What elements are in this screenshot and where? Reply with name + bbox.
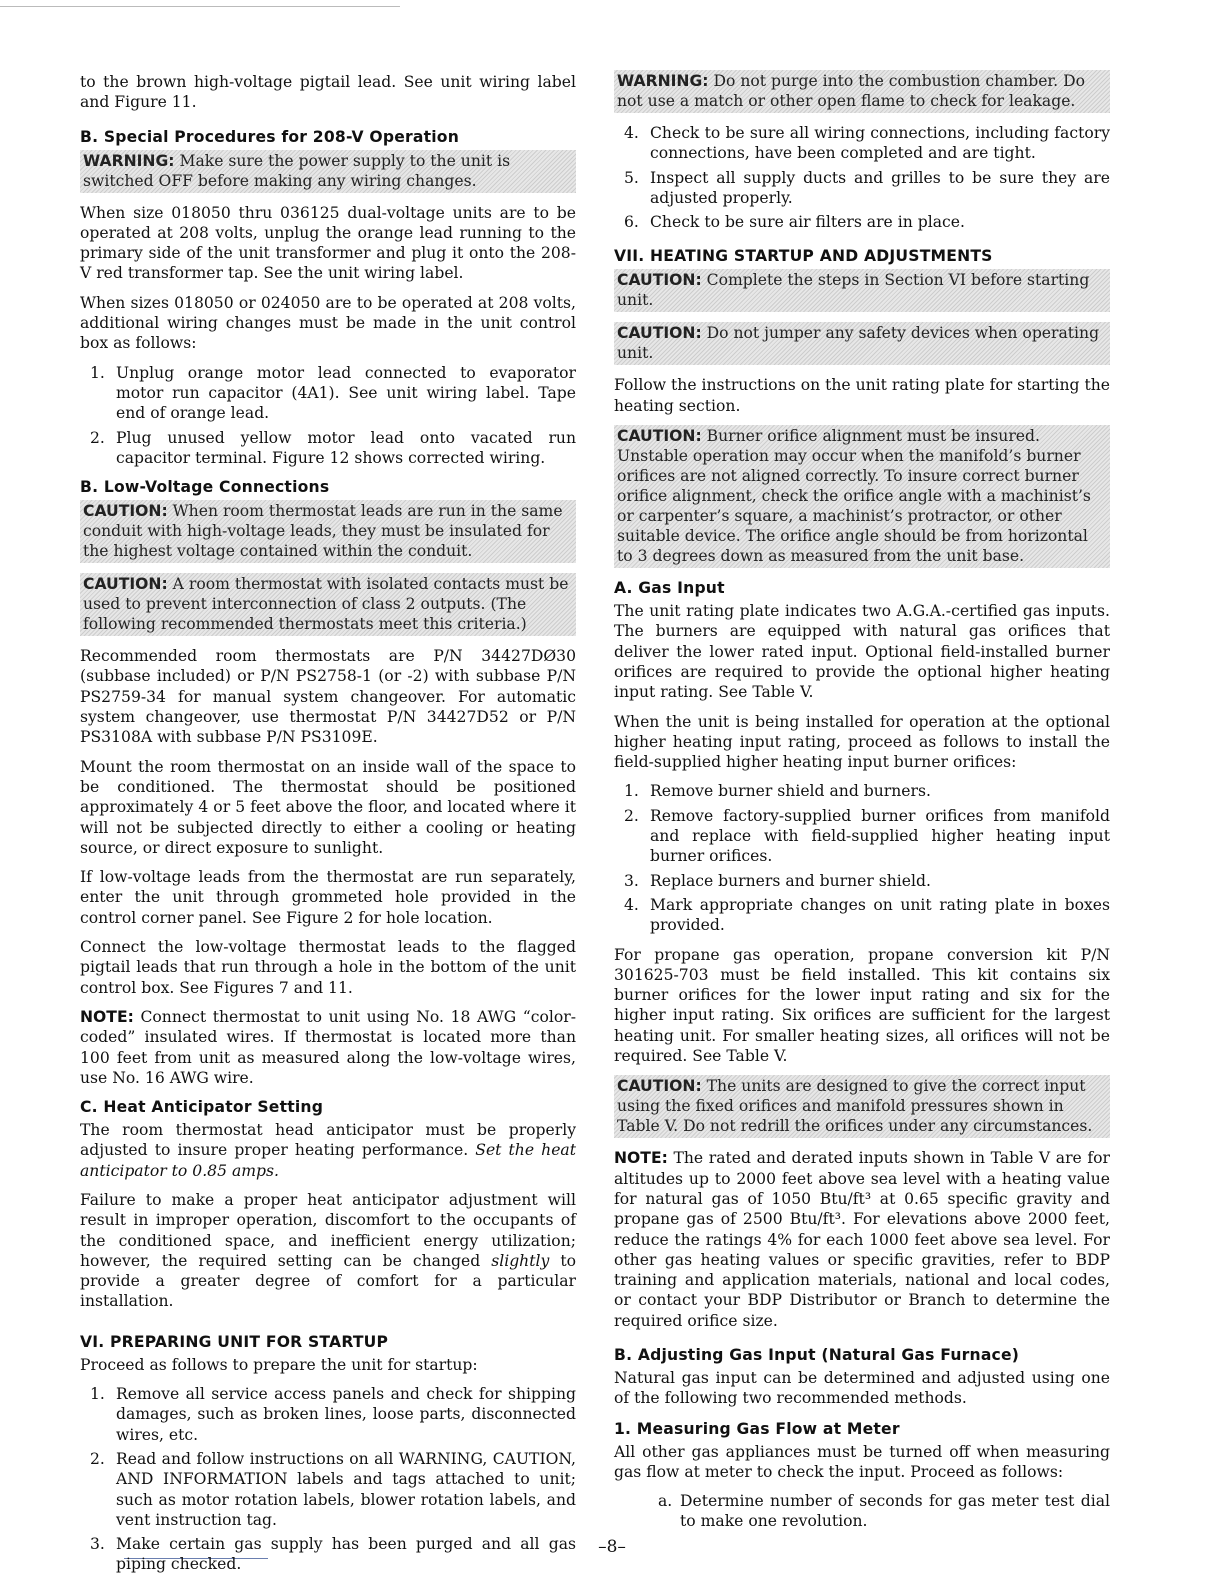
left-column [80, 72, 576, 1584]
paragraph-208v-2: When sizes 018050 or 024050 are to be operated at 208 volts, additional wiring changes must be made in the unit control box as follows: [80, 293, 576, 353]
caution-label: CAUTION: [617, 1077, 702, 1096]
caution-text: When room thermostat leads are run in the same conduit with high-voltage leads, they must be insulated for the highest voltage contained within the conduit. [83, 502, 563, 561]
paragraph-mount: Mount the room thermostat on an inside wall of the space to be conditioned. The thermostat should be positioned approximately 4 or 5 feet above the floor, and located where it will not be subjected directly to either a cooling or heating source, or direct exposure to sunlight. [80, 757, 576, 857]
list-item: 3. Make certain gas supply has been purged and all gas piping checked. [90, 1535, 576, 1574]
warning-label: WARNING: [617, 72, 709, 90]
heading-208v: B. Special Procedures for 208-V Operation [80, 127, 460, 146]
heading-startup: VI. PREPARING UNIT FOR STARTUP [80, 1332, 389, 1351]
page-number: –8– [598, 1537, 626, 1557]
caution-text: Do not jumper any safety devices when operating unit. [617, 324, 1100, 363]
paragraph-propane: For propane gas operation, propane conversion kit P/N 301625-703 must be field installed. This kit contains six burner orifices for the lower input rating and six for the higher input rating. Six orifices are sufficient for the largest heating unit. For smaller heating sizes, all orifices will not be required. See Table V. [614, 945, 1110, 1066]
caution-box-redrill [614, 1075, 1110, 1138]
heading-heat-anticipator: C. Heat Anticipator Setting [80, 1098, 324, 1117]
list-item: 1. Remove burner shield and burners. [624, 782, 931, 801]
caution-box-section-vi [614, 269, 1110, 312]
intro-paragraph: to the brown high-voltage pigtail lead. See unit wiring label and Figure 11. [80, 73, 576, 112]
caution-label: CAUTION: [617, 271, 702, 290]
warning-box-power [80, 150, 576, 193]
list-item: 5. Inspect all supply ducts and grilles to be sure they are adjusted properly. [624, 168, 1110, 207]
paragraph-gas-input-2: When the unit is being installed for operation at the optional higher heating input rating, proceed as follows to install the field-supplied higher heating input burner orifices: [614, 712, 1110, 772]
caution-text: The units are designed to give the correct input using the fixed orifices and manifold pressures shown in Table V. Do not redrill the orifices under any circumstances. [617, 1077, 1093, 1136]
right-column [614, 70, 1110, 1541]
paragraph-adjusting: Natural gas input can be determined and adjusted using one of the following two recommended methods. [614, 1368, 1110, 1408]
list-item: 3. Replace burners and burner shield. [624, 871, 931, 890]
caution-label: CAUTION: [617, 427, 702, 446]
paragraph-leads: If low-voltage leads from the thermostat are run separately, enter the unit through grommeted hole provided in the control corner panel. See Figure 2 for hole location. [80, 868, 576, 927]
caution-box-jumper [614, 322, 1110, 365]
paragraph-gas-input-1: The unit rating plate indicates two A.G.A.-certified gas inputs. The burners are equipped with natural gas orifices that deliver the lower rated input. Optional field-installed burner orifices are required to provide the optional higher heating input rating. See Table V. [614, 602, 1110, 702]
note-text: The rated and derated inputs shown in Table V are for altitudes up to 2000 feet above sea level with a heating value for natural gas of 1050 Btu/ft³ at 0.65 specific gravity and propane gas of 2500 Btu/ft³. For elevations above 2000 feet, reduce the ratings 4% for each 1000 feet above sea level. For other gas heating values or specific gravities, refer to BDP training and application materials, national and local codes, or contact your BDP Distributor or Branch to determine the required orifice size. [614, 1149, 1110, 1330]
list-item: 4. Check to be sure all wiring connections, including factory connections, have been completed and are tight. [624, 124, 1110, 163]
heading-measuring-flow: 1. Measuring Gas Flow at Meter [614, 1419, 900, 1438]
paragraph-208v-1: When size 018050 thru 036125 dual-voltage units are to be operated at 208 volts, unplug the orange lead running to the primary side of the unit transformer and plug it onto the 208-V red transformer tap. See the unit wiring label. [80, 203, 576, 283]
paragraph-thermostats: Recommended room thermostats are P/N 34427DØ30 (subbase included) or P/N PS2758-1 (or -2) with subbase P/N PS2759-34 for manual system changeover. For automatic system changeover, use thermostat P/N 34427D52 or P/N PS3108A with subbase P/N PS3109E. [80, 647, 576, 747]
paragraph-anticipator-1: The room thermostat head anticipator must be properly adjusted to insure proper heating performance. Set the heat anticipator to 0.85 amps. [80, 1121, 576, 1180]
list-item: 1. Remove all service access panels and check for shipping damages, such as broken lines, loose parts, disconnected wires, etc. [90, 1385, 576, 1444]
warning-label: WARNING: [83, 151, 175, 170]
paragraph-startup-intro: Proceed as follows to prepare the unit for startup: [80, 1355, 478, 1374]
heading-low-voltage: B. Low-Voltage Connections [80, 478, 330, 497]
warning-text: Do not purge into the combustion chamber. Do not use a match or other open flame to check for leakage. [617, 72, 1085, 110]
note-text: Connect thermostat to unit using No. 18 AWG “color-coded” insulated wires. If thermostat is located more than 100 feet from unit as measured along the low-voltage wires, use No. 16 AWG wire. [80, 1007, 576, 1087]
heading-heating-startup: VII. HEATING STARTUP AND ADJUSTMENTS [614, 247, 993, 266]
caution-text: Burner orifice alignment must be insured. Unstable operation may occur when the manifold’s burner orifices are not aligned correctly. To insure correct burner orifice alignment, check the orifice angle with a machinist’s or carpenter’s square, a machinist’s protractor, or other suitable device. The orifice angle should be from horizontal to 3 degrees down as measured from the unit base. [617, 427, 1091, 566]
note-label: NOTE: [614, 1149, 668, 1168]
list-item: a. Determine number of seconds for gas meter test dial to make one revolution. [658, 1492, 1110, 1531]
heading-gas-input: A. Gas Input [614, 579, 725, 598]
caution-text: Complete the steps in Section VI before starting unit. [617, 271, 1090, 310]
note-wire [80, 1007, 576, 1088]
caution-box-orifice [614, 425, 1110, 568]
paragraph-rating-plate: Follow the instructions on the unit rating plate for starting the heating section. [614, 376, 1110, 415]
list-item: 4. Mark appropriate changes on unit rating plate in boxes provided. [624, 895, 1110, 935]
list-208v-steps [80, 363, 576, 468]
caution-text: A room thermostat with isolated contacts must be used to prevent interconnection of class 2 outputs. (The following recommended thermostats meet this criteria.) [83, 575, 569, 634]
scan-artifact-top [0, 6, 400, 7]
list-item: 6. Check to be sure air filters are in place. [624, 213, 965, 232]
caution-label: CAUTION: [617, 324, 702, 343]
paragraph-anticipator-2: Failure to make a proper heat anticipator adjustment will result in improper operation, discomfort to the occupants of the conditioned space, and inefficient energy utilization; however, the required setting can be changed slightly to provide a greater degree of comfort for a particular installation. [80, 1190, 576, 1311]
note-label: NOTE: [80, 1007, 134, 1026]
list-item: 2. Remove factory-supplied burner orifices from manifold and replace with field-supplied higher heating input burner orifices. [624, 806, 1110, 866]
list-measuring-steps [614, 1491, 1110, 1532]
list-item: 1. Unplug orange motor lead connected to evaporator motor run capacitor (4A1). See unit wiring label. Tape end of orange lead. [90, 363, 576, 423]
caution-label: CAUTION: [83, 575, 168, 594]
note-altitude [614, 1148, 1110, 1331]
caution-label: CAUTION: [83, 502, 168, 521]
caution-box-conduit [80, 500, 576, 563]
warning-text: Make sure the power supply to the unit is switched OFF before making any wiring changes. [83, 151, 511, 190]
paragraph-connect: Connect the low-voltage thermostat leads to the flagged pigtail leads that run through a hole in the bottom of the unit control box. See Figures 7 and 11. [80, 938, 576, 997]
caution-box-isolated [80, 573, 576, 636]
list-startup-steps-continued [614, 123, 1110, 232]
warning-box-purge [614, 70, 1110, 113]
paragraph-measuring: All other gas appliances must be turned off when measuring gas flow at meter to check the input. Proceed as follows: [614, 1442, 1110, 1481]
list-item: 2. Read and follow instructions on all WARNING, CAUTION, AND INFORMATION labels and tags attached to unit; such as motor rotation labels, blower rotation labels, and vent instruction tag. [90, 1449, 576, 1529]
list-item: 2. Plug unused yellow motor lead onto vacated run capacitor terminal. Figure 12 shows corrected wiring. [90, 428, 576, 467]
heading-adjusting-gas: B. Adjusting Gas Input (Natural Gas Furnace) [614, 1345, 1020, 1364]
list-orifice-steps [614, 781, 1110, 935]
